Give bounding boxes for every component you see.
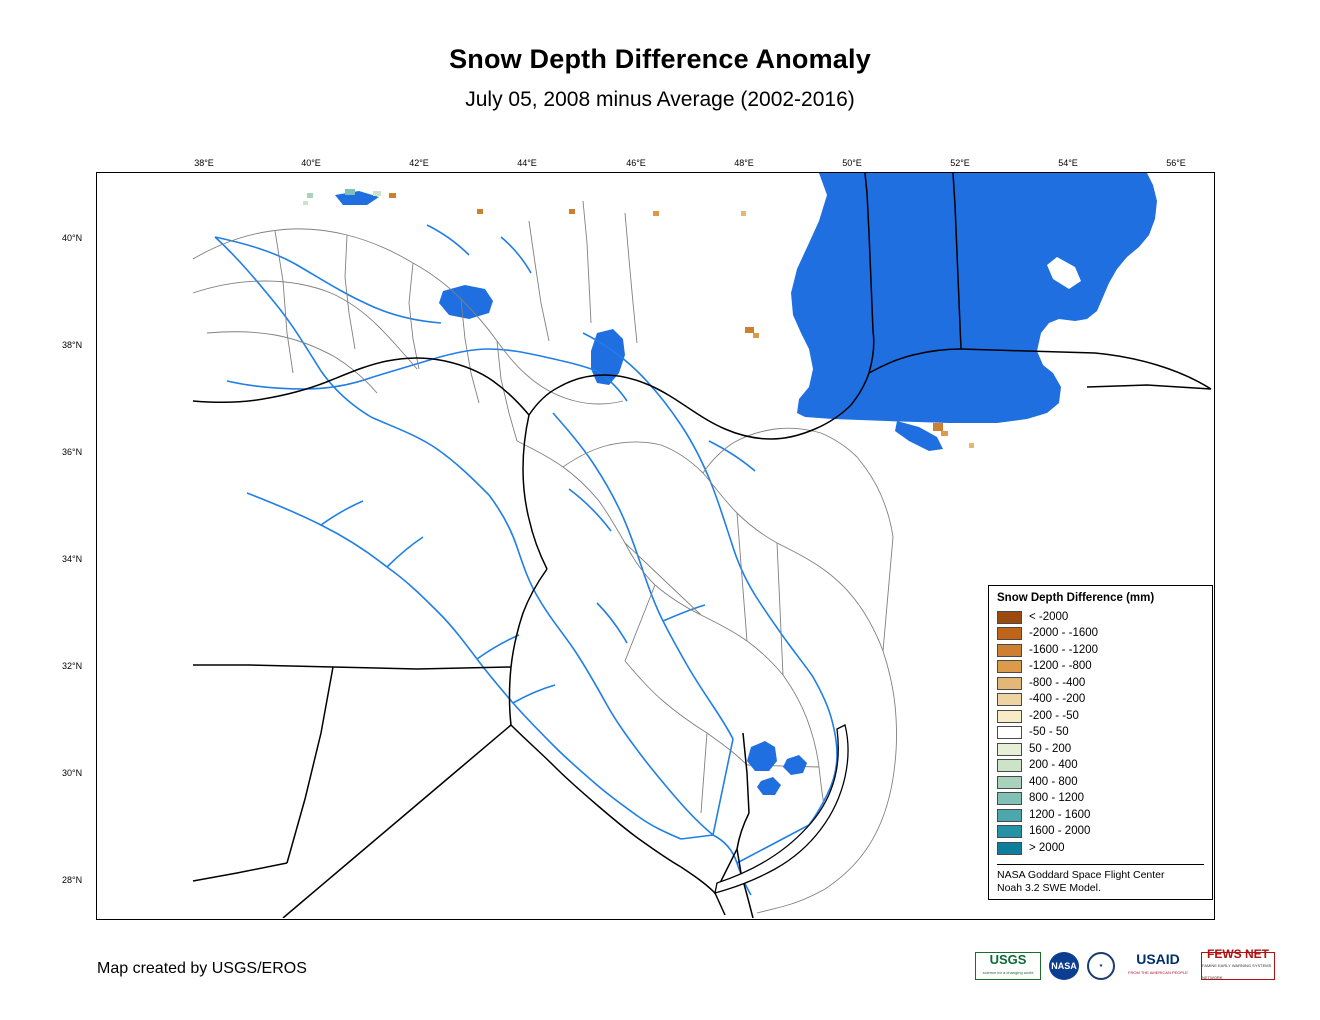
legend-title: Snow Depth Difference (mm) [997,592,1155,604]
fews-net-logo [1201,947,1275,980]
legend-label: 1200 - 1600 [1029,808,1091,821]
legend-source-line2: Noah 3.2 SWE Model. [997,881,1101,894]
persian-gulf [715,725,848,893]
legend-swatch [997,809,1022,822]
lon-tick-44E: 44°E [517,158,537,168]
legend-swatch [997,677,1022,690]
lon-tick-46E: 46°E [626,158,646,168]
legend-swatch [997,825,1022,838]
legend-label: < -2000 [1029,610,1069,623]
usgs-logo-text: USGS [989,952,1027,967]
legend-swatch [997,776,1022,789]
us-seal-logo-text: ★ [1098,963,1104,969]
lon-tick-38E: 38°E [194,158,214,168]
legend-label: -400 - -200 [1029,693,1086,706]
logo-bar [975,947,1275,980]
page-title: Snow Depth Difference Anomaly [449,44,871,74]
legend-item [997,692,1204,709]
legend-label: -1200 - -800 [1029,660,1092,673]
legend-label: -800 - -400 [1029,676,1086,689]
legend-label: -200 - -50 [1029,709,1079,722]
legend-item [997,725,1204,742]
lat-tick-38N: 38°N [62,340,83,350]
lake-van [439,285,493,319]
lat-tick-36N: 36°N [62,447,83,457]
legend-swatch [997,660,1022,673]
legend-swatch [997,759,1022,772]
lon-tick-48E: 48°E [734,158,754,168]
lon-tick-54E: 54°E [1058,158,1078,168]
lon-tick-56E: 56°E [1166,158,1186,168]
lat-tick-30N: 30°N [62,768,83,778]
legend-swatch [997,644,1022,657]
legend-source-line1: NASA Goddard Space Flight Center [997,868,1165,881]
legend-item [997,824,1204,841]
legend-item [997,840,1204,857]
legend-item [997,774,1204,791]
rivers [215,225,837,895]
lon-tick-50E: 50°E [842,158,862,168]
nasa-logo-text: NASA [1051,961,1077,971]
legend-swatch [997,792,1022,805]
legend-swatch [997,710,1022,723]
lon-tick-42E: 42°E [409,158,429,168]
lat-tick-40N: 40°N [62,233,83,243]
usgs-logo [975,952,1041,980]
page-subtitle: July 05, 2008 minus Average (2002-2016) [465,88,855,111]
legend-swatch [997,693,1022,706]
lon-tick-40E: 40°E [301,158,321,168]
lon-tick-52E: 52°E [950,158,970,168]
legend-item [997,642,1204,659]
legend-label: -2000 - -1600 [1029,627,1099,640]
legend-label: 1600 - 2000 [1029,825,1091,838]
legend [988,585,1213,900]
usaid-logo [1123,952,1193,980]
legend-label: -1600 - -1200 [1029,643,1099,656]
legend-item [997,675,1204,692]
legend-item [997,626,1204,643]
legend-swatch [997,842,1022,855]
legend-item [997,609,1204,626]
fews-net-logo-sub: FAMINE EARLY WARNING SYSTEMS NETWORK [1202,963,1272,980]
legend-label: -50 - 50 [1029,726,1069,739]
us-seal-logo [1087,952,1115,980]
usaid-logo-text: USAID [1136,951,1180,967]
legend-source [997,864,1204,895]
lake-north-1 [335,191,379,205]
lat-tick-28N: 28°N [62,875,83,885]
admin-boundaries [193,201,897,913]
legend-label: 200 - 400 [1029,759,1078,772]
usaid-logo-sub: FROM THE AMERICAN PEOPLE [1128,970,1188,975]
legend-swatch [997,611,1022,624]
legend-item [997,708,1204,725]
legend-label: 400 - 800 [1029,775,1078,788]
legend-label: > 2000 [1029,841,1065,854]
lakes [335,191,625,385]
legend-label: 800 - 1200 [1029,792,1084,805]
legend-item [997,791,1204,808]
legend-item [997,758,1204,775]
legend-label: 50 - 200 [1029,742,1072,755]
legend-swatch [997,726,1022,739]
nasa-logo [1049,952,1079,980]
legend-swatch [997,743,1022,756]
legend-item [997,741,1204,758]
map-credit: Map created by USGS/EROS [97,960,307,977]
legend-swatch [997,627,1022,640]
legend-item [997,659,1204,676]
legend-item [997,807,1204,824]
fews-net-logo-text: FEWS NET [1207,947,1269,961]
lat-tick-32N: 32°N [62,661,83,671]
lat-tick-34N: 34°N [62,554,83,564]
usgs-logo-sub: science for a changing world [982,970,1034,975]
